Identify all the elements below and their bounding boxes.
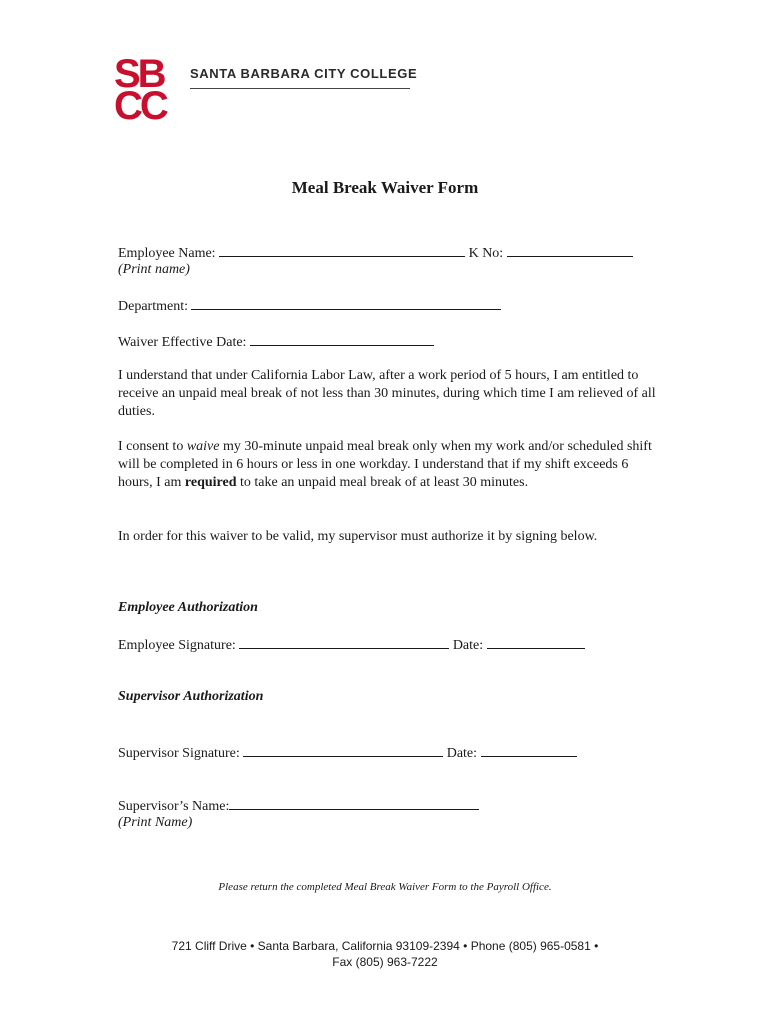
form-title: Meal Break Waiver Form xyxy=(291,178,479,197)
supervisor-date-label: Date: xyxy=(446,746,478,761)
employee-signature-label: Employee Signature: xyxy=(118,638,236,653)
employee-date-field[interactable] xyxy=(487,635,585,649)
supervisor-signature-field[interactable] xyxy=(243,743,443,757)
consent-waive: waive xyxy=(186,439,220,454)
paragraph-consent xyxy=(118,438,658,492)
sbcc-logo xyxy=(114,52,418,128)
waiver-date-label: Waiver Effective Date: xyxy=(118,335,247,350)
supervisor-name-field[interactable] xyxy=(229,796,479,810)
paragraph-labor-law: I understand that under California Labor Law, after a work period of 5 hours, I am entitled to receive an unpaid meal break of not less than 30 minutes, during which time I am relieved of all duties. xyxy=(118,368,656,419)
logo-mark xyxy=(114,52,184,128)
department-label: Department: xyxy=(118,299,188,314)
supervisor-signature-row xyxy=(118,743,577,763)
supervisor-signature-label: Supervisor Signature: xyxy=(118,746,240,761)
department-field[interactable] xyxy=(191,296,501,310)
print-name-note: (Print name) xyxy=(118,262,190,277)
waiver-date-field[interactable] xyxy=(250,332,434,346)
paragraph-validity: In order for this waiver to be valid, my supervisor must authorize it by signing below. xyxy=(118,529,598,544)
employee-name-label: Employee Name: xyxy=(118,246,216,261)
consent-text-b: my 30-minute unpaid meal break only when my work and/or scheduled shift will be completed in 6 hours or less in one workday. I understand that if my shift exceeds 6 hours, I am xyxy=(118,439,652,490)
supervisor-authorization-heading: Supervisor Authorization xyxy=(118,689,264,704)
footer-line-1: 721 Cliff Drive • Santa Barbara, California 93109-2394 • Phone (805) 965-0581 • xyxy=(171,939,599,953)
k-no-field[interactable] xyxy=(507,243,633,257)
supervisor-name-label: Supervisor’s Name: xyxy=(118,799,230,814)
employee-signature-field[interactable] xyxy=(239,635,449,649)
supervisor-name-row xyxy=(118,796,479,816)
print-name-note-supervisor: (Print Name) xyxy=(118,815,193,830)
footer-line-2: Fax (805) 963-7222 xyxy=(332,955,438,969)
employee-name-field[interactable] xyxy=(219,243,465,257)
logo-college-name: SANTA BARBARA CITY COLLEGE xyxy=(190,66,418,81)
employee-name-row xyxy=(118,243,633,263)
employee-date-label: Date: xyxy=(452,638,484,653)
employee-authorization-heading: Employee Authorization xyxy=(118,600,258,615)
department-row xyxy=(118,296,501,316)
waiver-date-row xyxy=(118,332,434,352)
k-no-label: K No: xyxy=(468,246,504,261)
supervisor-date-field[interactable] xyxy=(481,743,577,757)
consent-required: required xyxy=(184,475,237,490)
consent-text-c: to take an unpaid meal break of at least 30 minutes. xyxy=(236,475,529,490)
consent-text-a: I consent to xyxy=(118,439,187,454)
logo-divider xyxy=(190,88,410,89)
logo-letters-bottom: CC xyxy=(114,84,166,128)
logo-letters-top: SB xyxy=(114,52,164,96)
footer-address xyxy=(0,938,770,970)
employee-signature-row xyxy=(118,635,585,655)
return-instructions: Please return the completed Meal Break Waiver Form to the Payroll Office. xyxy=(218,881,552,893)
